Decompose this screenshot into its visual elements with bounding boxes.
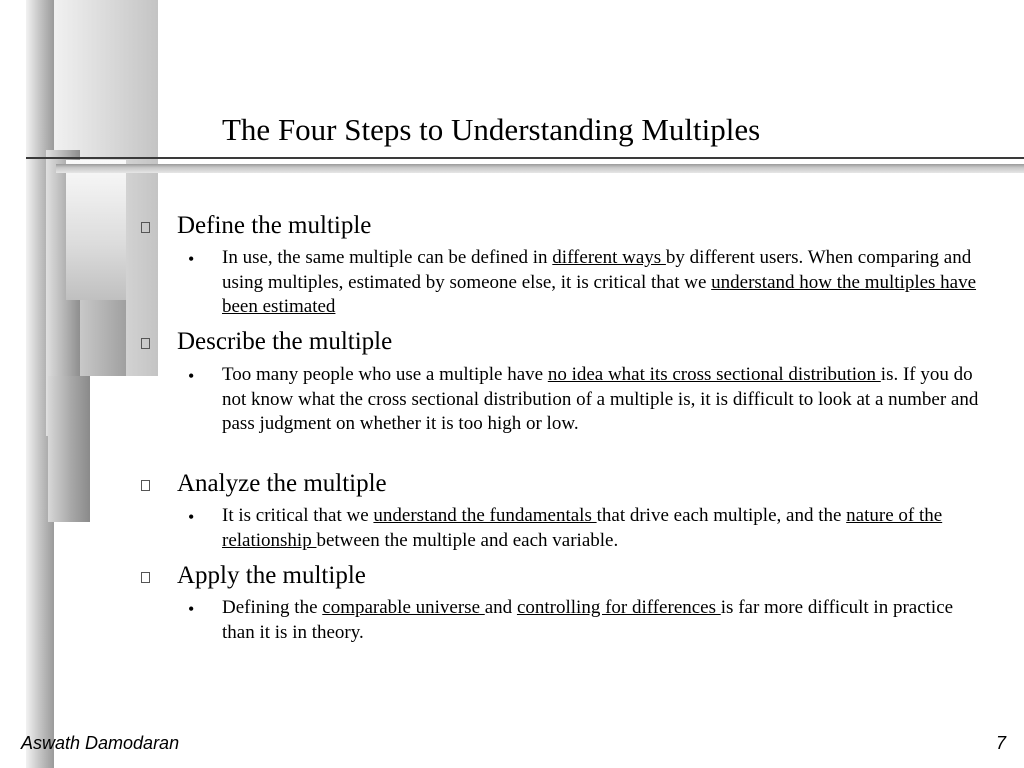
text-run: In use, the same multiple can be defined in [222, 247, 553, 268]
step-heading: Analyze the multiple [177, 470, 387, 497]
hollow-square-icon [141, 338, 150, 349]
emphasized-text: different ways [552, 247, 666, 268]
page-number: 7 [995, 733, 1006, 753]
text-run: Defining the [222, 597, 323, 618]
step-description [222, 596, 990, 645]
hollow-square-icon [141, 222, 150, 233]
footer-author: Aswath Damodaran [21, 733, 180, 753]
text-run: that drive each multiple, and the [596, 505, 847, 526]
emphasized-text: comparable universe [322, 597, 485, 618]
step-description [222, 363, 990, 437]
bullet-icon: • [188, 249, 195, 269]
hollow-square-icon [141, 480, 150, 491]
emphasized-text: understand how the multiples have been estimated [222, 271, 977, 317]
slide-title: The Four Steps to Understanding Multiples [222, 112, 761, 147]
text-run: between the multiple and each variable. [316, 529, 619, 551]
step-heading: Apply the multiple [177, 562, 366, 589]
text-run: and [484, 597, 517, 618]
step-description [222, 246, 990, 320]
emphasized-text: nature of the relationship [222, 505, 943, 551]
bullet-icon: • [188, 599, 195, 619]
step-description [222, 504, 990, 553]
text-run: Too many people who use a multiple have [222, 364, 548, 385]
emphasized-text: understand the fundamentals [373, 505, 597, 526]
emphasized-text: no idea what its cross sectional distribution [547, 364, 881, 385]
step-heading: Define the multiple [177, 212, 372, 239]
emphasized-text: controlling for differences [516, 597, 721, 618]
step-heading: Describe the multiple [177, 328, 393, 355]
hollow-square-icon [141, 572, 150, 583]
bullet-icon: • [188, 366, 195, 386]
text-run: is. If you do not know what the cross sectional distribution of a multiple is, it is difficult to look at a number and pass judgment on whether it is too high or low. [222, 364, 979, 434]
text-run: by different users. When comparing and using multiples, estimated by someone else, it is critical that we [222, 247, 972, 293]
text-run: It is critical that we [222, 505, 374, 526]
bullet-icon: • [188, 507, 195, 527]
text-run: is far more difficult in practice than it is in theory. [222, 597, 954, 643]
